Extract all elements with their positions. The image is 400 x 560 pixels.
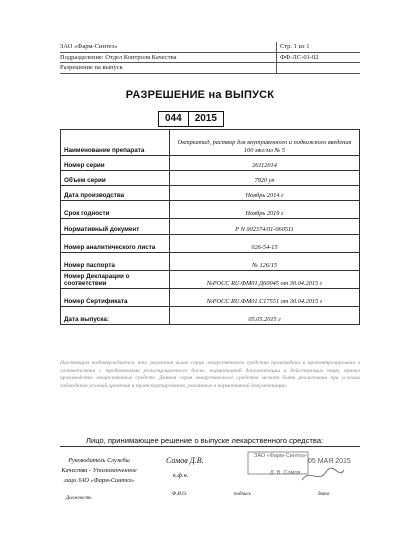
company-stamp: [240, 450, 360, 494]
table-row: [61, 271, 360, 289]
page-number: Стр. 1 из 1: [276, 42, 360, 52]
row-label: Нормативный документ: [61, 219, 170, 235]
row-value: 05.05.2015 г: [170, 307, 360, 325]
signatory-position: Руководитель Службы Качества - Уполномоченное лицо ЗАО «Фарм-Синтез»: [61, 457, 137, 484]
permit-details-table: [60, 129, 360, 325]
row-value: 26112014: [170, 156, 360, 171]
table-row: [61, 219, 360, 235]
row-label: Номер паспорта: [61, 253, 170, 271]
company-name: ЗАО «Фарм-Синтез»: [60, 43, 118, 50]
fio-caption: Ф.И.О.: [172, 492, 187, 497]
table-row: [61, 253, 360, 271]
row-label: Наименование препарата: [61, 130, 170, 156]
header-row-docname: [60, 63, 360, 74]
permit-number: 044: [158, 111, 189, 127]
header-row-department: [60, 53, 360, 64]
date-caption: дата: [318, 492, 330, 497]
permit-year: 2015: [189, 111, 224, 127]
table-row: [61, 156, 360, 171]
divider: [60, 446, 360, 447]
table-row: [61, 201, 360, 219]
row-label: Номер серии: [61, 156, 170, 171]
row-value: Р N 002374/01-060511: [170, 219, 360, 235]
row-value: №РОСС RU.ФМ01.Д60045 от 30.04.2015 г: [170, 271, 360, 289]
table-row: [61, 307, 360, 325]
stamp-date: 05 МАЯ 2015: [308, 458, 351, 465]
table-row: [61, 235, 360, 253]
release-statement: Настоящим подтверждается, что указанная выше серия лекарственного средства произведена и проконтролирована в соответствии с требованиями регистрационного досье, нормативной документации и действующих норм, правил производства лекарственных средств. Данная серия лекарственного средства может быть реализована при условии соблюдения условий хранения и транспортирования, указанных в нормативной документации.: [60, 360, 360, 389]
row-label: Дата выпуска:: [61, 307, 170, 325]
row-value: Ноябрь 2014 г: [170, 186, 360, 201]
row-label: Номер Сертификата: [61, 289, 170, 307]
row-value: 026-54-15: [170, 235, 360, 253]
permit-number-box: [158, 111, 224, 127]
page-title: РАЗРЕШЕНИЕ на ВЫПУСК: [125, 89, 275, 101]
table-row: [61, 171, 360, 186]
row-label: Номер Декларации о соответствии: [61, 271, 170, 289]
stamp-line-2: Д. В. Сомов: [270, 470, 301, 476]
table-row: [61, 289, 360, 307]
row-label: Объем серии: [61, 171, 170, 186]
row-value: Октреатид, раствор для внутривенного и подкожного введения 100 мкг/мл № 5: [170, 130, 360, 156]
row-value: № 126/15: [170, 253, 360, 271]
row-value: 7920 уп: [170, 171, 360, 186]
row-value: №РОСС RU.ФМ01.С17551 от 30.04.2015 г: [170, 289, 360, 307]
row-label: Срок годности: [61, 201, 170, 219]
document-name: Разрешение на выпуск: [60, 64, 123, 71]
row-label: Дата производства: [61, 186, 170, 201]
document-header: [60, 42, 360, 74]
row-value: Ноябрь 2019 г: [170, 201, 360, 219]
header-row-company: [60, 42, 360, 53]
signature-caption: подпись: [234, 492, 251, 497]
signatory-degree: к.ф.н.: [173, 472, 189, 479]
stamp-line-1: ЗАО «Фарм-Синтез»: [254, 453, 307, 459]
decision-heading: Лицо, принимающее решение о выпуске лекарственного средства:: [86, 436, 324, 445]
signatory-name: Сомов Д.В.: [166, 456, 204, 465]
table-row: [61, 186, 360, 201]
document-code: ФФ-ЛС-01-02: [276, 53, 360, 63]
row-label: Номер аналитического листа: [61, 235, 170, 253]
table-row: [61, 130, 360, 156]
department-name: Подразделение: Отдел Контроля Качества: [60, 53, 177, 61]
position-caption: Должность: [66, 496, 92, 501]
